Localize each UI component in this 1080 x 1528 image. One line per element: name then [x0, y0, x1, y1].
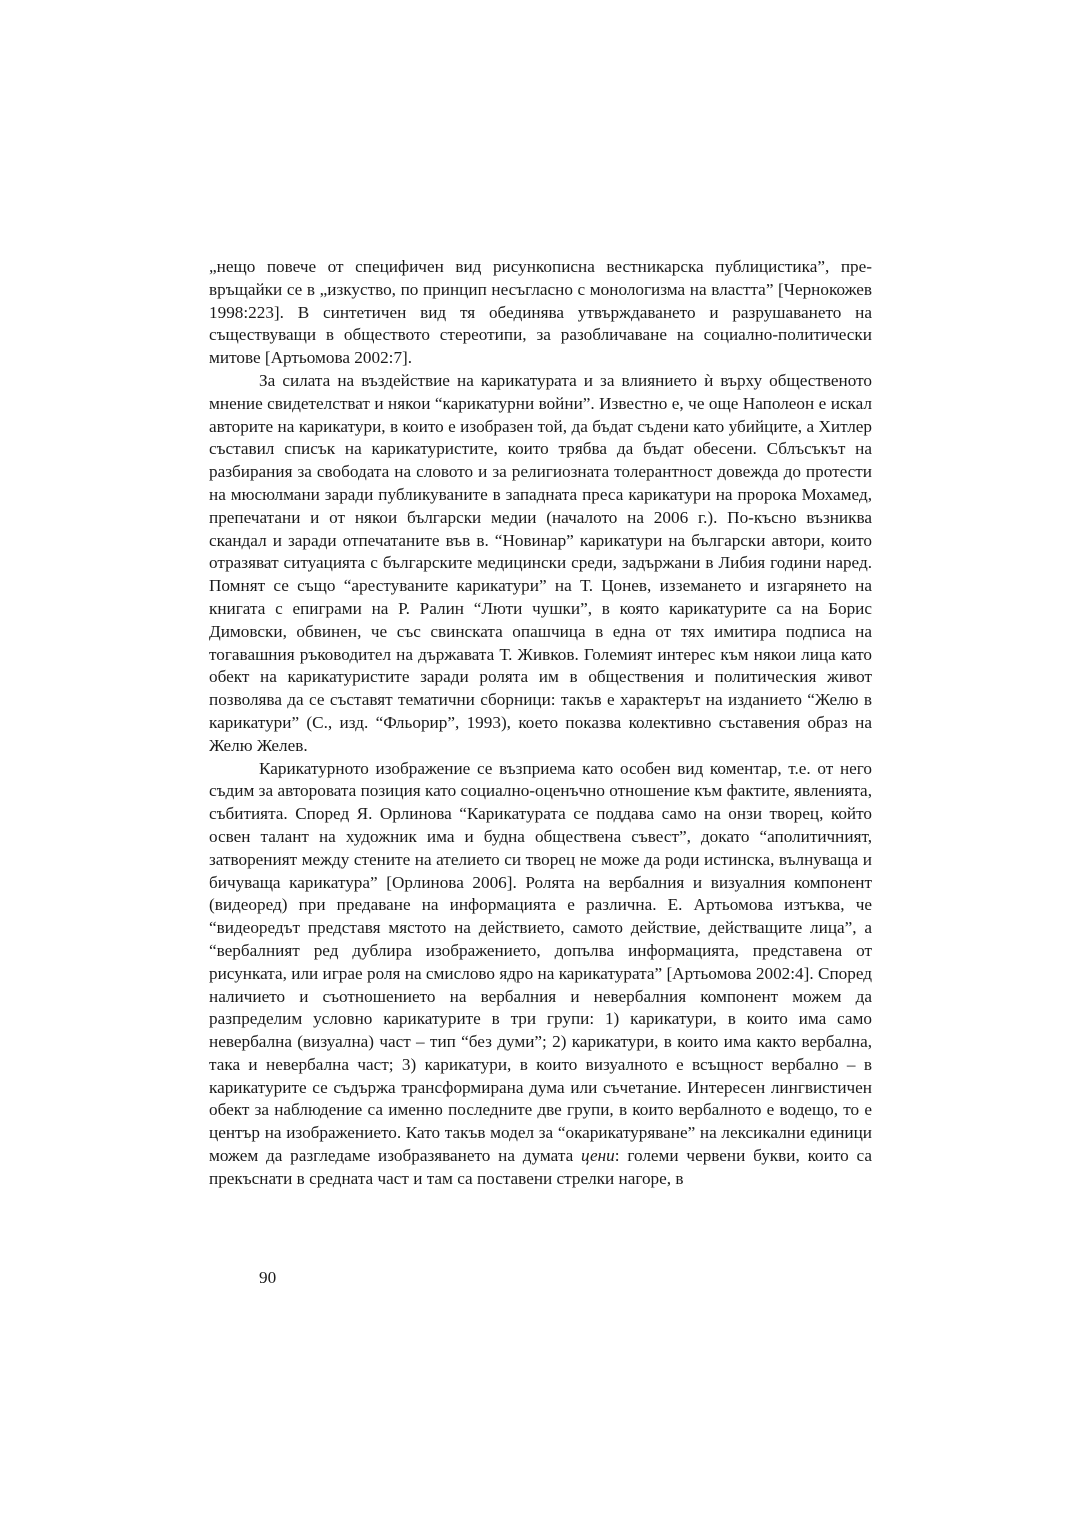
paragraph-1-text: „нещо повече от специфичен вид рисункописна вестникарска публицистика”, превръщайки се в „изкуство, по принцип несъгласно с монологизма на властта” [Чернокожев 1998:223]. В синтетичен вид тя обединява утвърждаването и разрушаването на съществуващи в обществото стереотипи, за разобличаване на социално-политически митове [Артьомова 2002:7].: [209, 257, 872, 368]
paragraph-2: [209, 370, 872, 758]
paragraph-2-text: За силата на въздействие на карикатурата и за влиянието ѝ върху общественото мнение свидетелстват и някои “карикатурни войни”. Известно е, че още Наполеон е искал авторите на карикатури, в които е изобразен той, да бъдат съдени като убийците, а Хитлер съставил списък на карикатуристите, които трябва да бъдат обесени. Сблъсъкът на разбирания за свободата на словото и за религиозната толерантност довежда до протести на мюсюлмани заради публикуваните в западната преса карикатури на пророка Мохамед, препечатани и от някои български медии (началото на 2006 г.). По-късно възниква скандал и заради отпечатаните във в. “Новинар” карикатури на български автори, които отразяват ситуацията с българските медицински среди, задържани в Либия години наред. Помнят се също “арестуваните карикатури” на Т. Цонев, изземането и изгарянето на книгата с епиграми на Р. Ралин “Люти чушки”, в която карикатурите са на Борис Димовски, обвинен, че със свинската опашчица в една от тях имитира подписа на тогавашния ръководител на държавата Т. Живков. Големият интерес към някои лица като обект на карикатуристите заради ролята им в обществения и политическия живот позволява да се съставят тематични сборници: такъв е характерът на изданието “Желю в карикатури” (С., изд. “Фльорир”, 1993), което показва колективно съставения образ на Желю Желев.: [209, 370, 872, 755]
paragraph-3: [209, 758, 872, 1191]
paragraph-3-text-a: Карикатурното изображение се възприема като особен вид коментар, т.е. от него съдим за авторовата позиция като социално-оценъчно отношение към фактите, явленията, събитията. Според Я. Орлинова “Карикатурата се поддава само на онзи творец, който освен талант на художник има и будна обществена съвест”, докато “аполитичният, затвореният между стените на ателието си творец не може да роди истинска, вълнуваща и бичуваща карикатура” [Орлинова 2006]. Ролята на вербалния и визуалния компонент (видеоред) при предаване на информацията е различна. Е. Артьомова изтъква, че “видеоредът представя мястото на действието, самото действие, действащите лица”, а “вербалният ред дублира изображението, допълва информацията, представена от рисунката, или играе роля на смислово ядро на карикатурата” [Артьомова 2002:4]. Според наличието и съотношението на вербалния и невербалния компонент можем да разпределим условно карикатурите в три групи: 1) карикатури, в които има само невербална (визуална) част – тип “без думи”; 2) карикатури, в които има както вербална, така и невербална част; 3) карикатури, в които визуалното е всъщност вербално – в карикатурите се съдържа трансформирана дума или съчетание. Интересен лингвистичен обект за наблюдение са именно последните две групи, в които вербалното е водещо, то е център на изображението. Като такъв модел за “окарикатуряване” на лексикални единици можем да разгледаме изобразяването на думата: [209, 758, 872, 1166]
page-number: 90: [259, 1268, 277, 1287]
paragraph-3-text-b: : големи червени букви, които са прекъснати в средната част и там са поставени стрелки нагоре, в: [209, 1146, 872, 1188]
page-body: [209, 256, 872, 1191]
paragraph-3-italic-word: цени: [581, 1146, 615, 1166]
paragraph-1: [209, 256, 872, 370]
